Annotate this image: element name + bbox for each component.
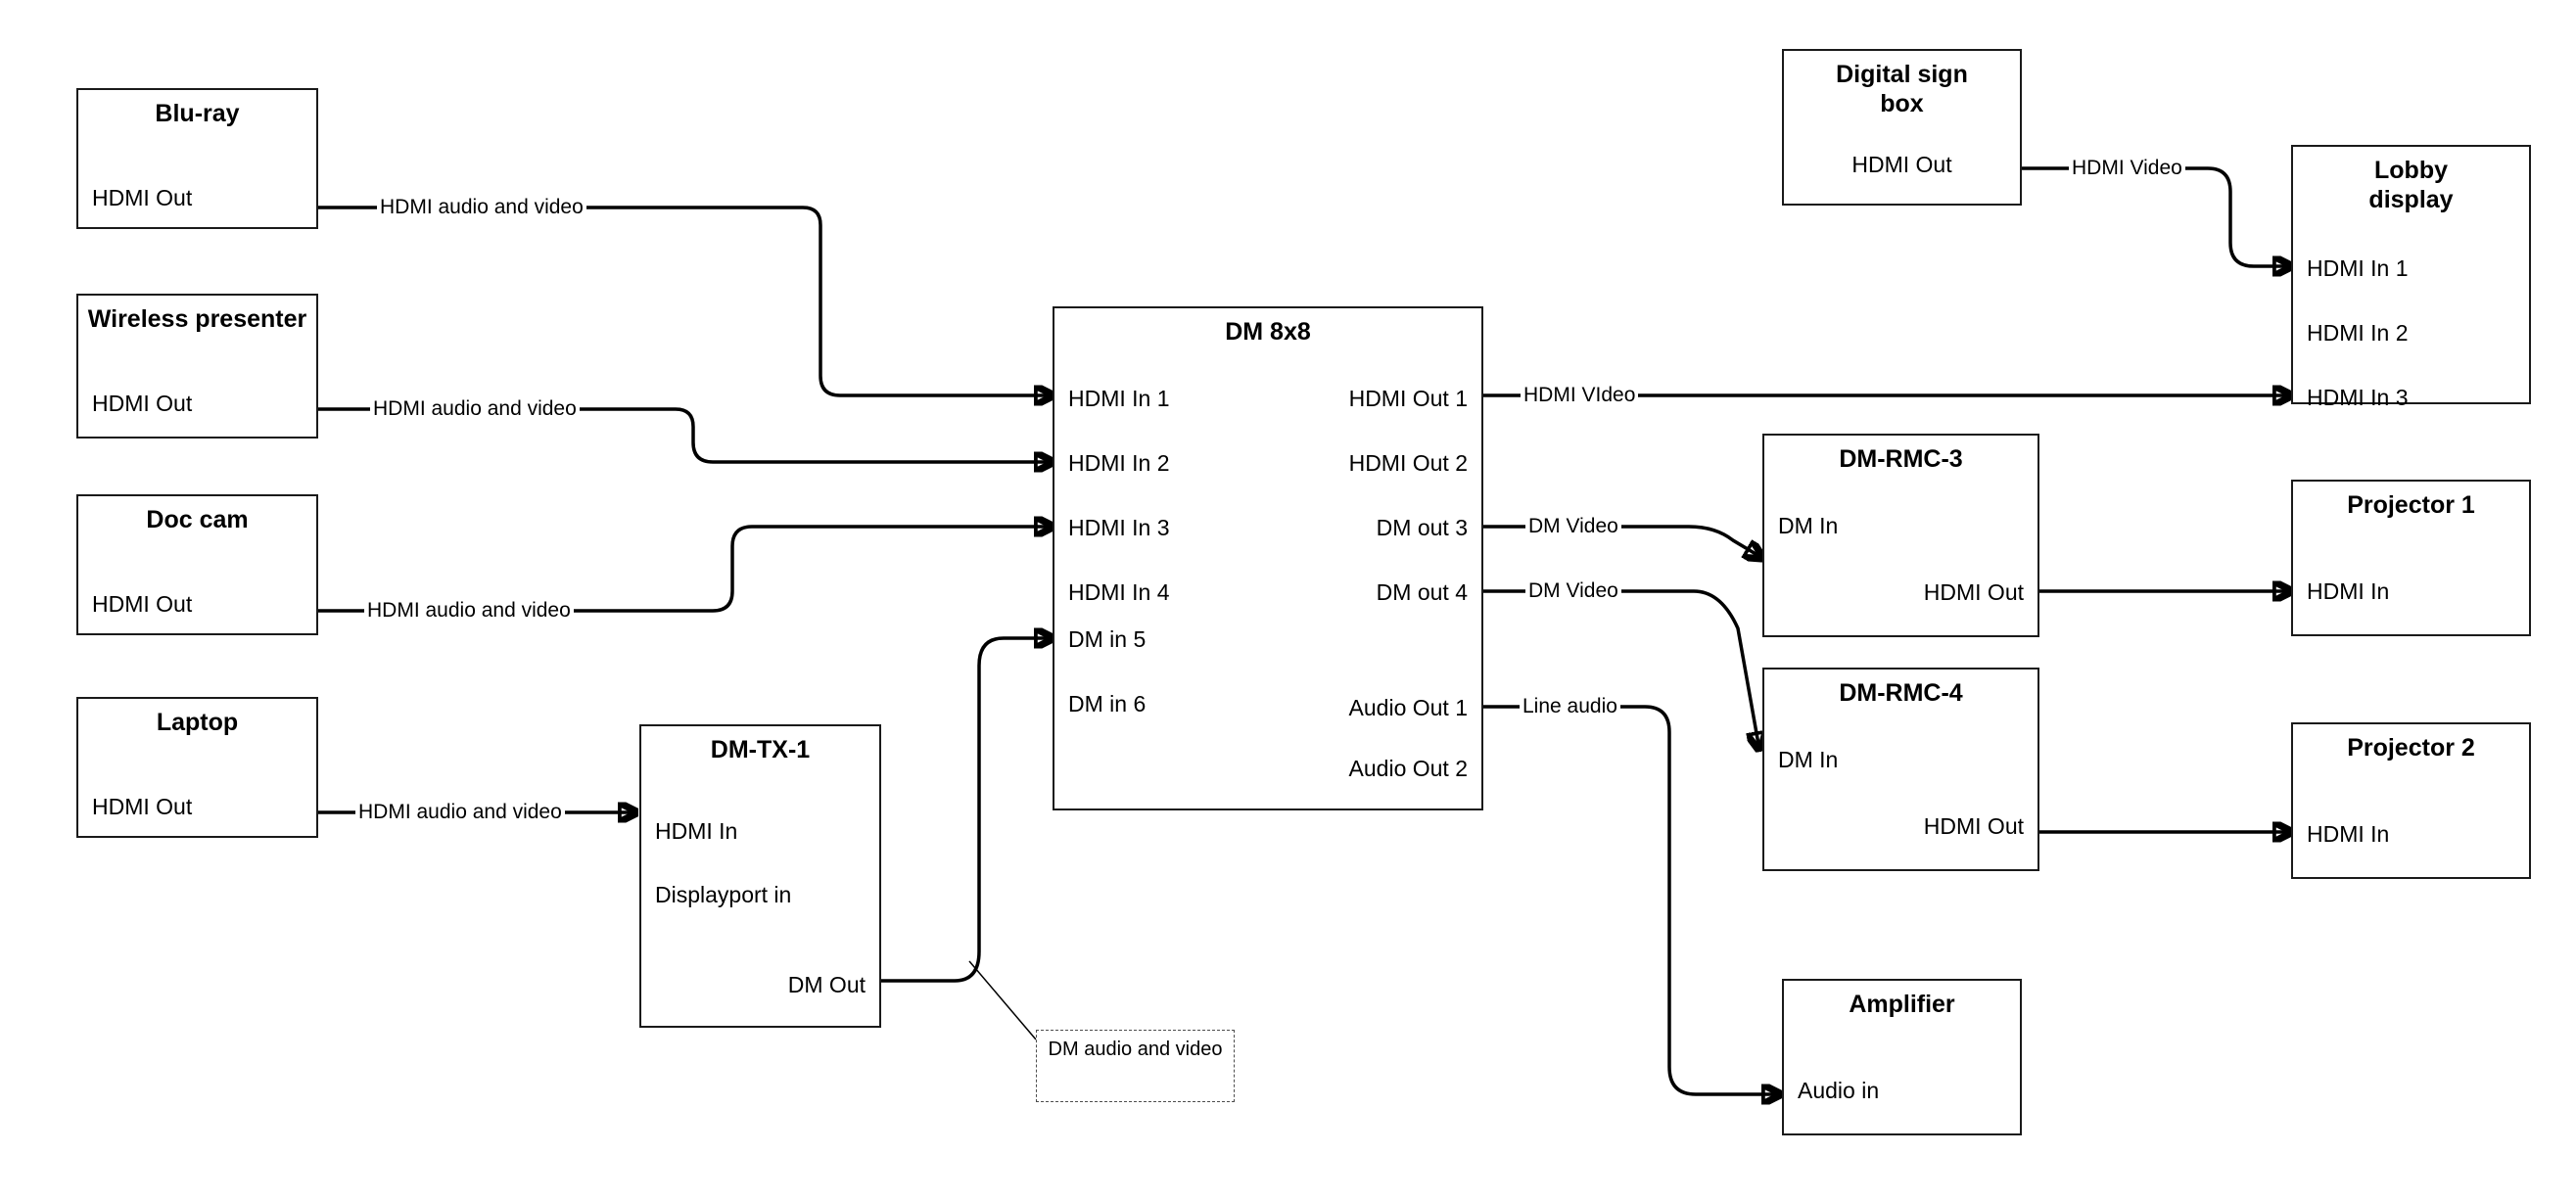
- port-hdmi-in: HDMI In: [2307, 821, 2390, 847]
- port-hdmi-out: HDMI Out: [92, 391, 193, 416]
- port-dm-in-6: DM in 6: [1068, 691, 1147, 716]
- node-title: DM-RMC-4: [1839, 679, 1963, 707]
- edge-label-laptop: HDMI audio and video: [355, 801, 565, 824]
- node-title: DM-RMC-3: [1839, 445, 1963, 473]
- port-hdmi-in-1: HDMI In 1: [2307, 255, 2409, 281]
- node-projector-2[interactable]: [2291, 722, 2531, 879]
- port-audio-out-2: Audio Out 2: [1348, 756, 1468, 781]
- node-title: Lobby display: [2368, 157, 2454, 213]
- port-hdmi-out: HDMI Out: [1923, 813, 2024, 839]
- node-dm-tx-1[interactable]: [639, 724, 881, 1028]
- port-audio-out-1: Audio Out 1: [1348, 695, 1468, 720]
- port-dm-in: DM In: [1778, 747, 1839, 772]
- node-amplifier[interactable]: [1782, 979, 2022, 1135]
- node-doc-cam[interactable]: [76, 494, 318, 635]
- node-title: Digital sign box: [1836, 61, 1968, 117]
- node-dm-rmc-3[interactable]: [1762, 434, 2039, 637]
- node-bluray[interactable]: [76, 88, 318, 229]
- node-title: DM-TX-1: [710, 736, 811, 763]
- port-hdmi-out: HDMI Out: [92, 794, 193, 819]
- edge-label-line-audio: Line audio: [1520, 695, 1620, 718]
- edge-label-dm-video-4: DM Video: [1525, 579, 1621, 603]
- port-hdmi-in: HDMI In: [655, 818, 738, 844]
- port-dm-out-4: DM out 4: [1376, 579, 1468, 605]
- node-title: Doc cam: [146, 506, 249, 533]
- edge-label-wireless: HDMI audio and video: [370, 397, 580, 421]
- port-displayport-in: Displayport in: [655, 882, 792, 907]
- node-lobby-display[interactable]: [2291, 145, 2531, 410]
- node-title: Amplifier: [1849, 991, 1955, 1018]
- edge-label-doccam: HDMI audio and video: [364, 599, 574, 623]
- node-dm-8x8[interactable]: [1053, 306, 1483, 810]
- node-title: DM 8x8: [1225, 318, 1311, 346]
- node-projector-1[interactable]: [2291, 480, 2531, 636]
- node-title: Projector 1: [2347, 491, 2475, 519]
- port-dm-out: DM Out: [787, 972, 866, 997]
- node-dm-rmc-4[interactable]: [1762, 668, 2039, 871]
- port-hdmi-out-2: HDMI Out 2: [1348, 450, 1468, 476]
- node-title: Laptop: [156, 709, 239, 736]
- port-dm-out-3: DM out 3: [1376, 515, 1468, 540]
- port-dm-in: DM In: [1778, 513, 1839, 538]
- node-title: Wireless presenter: [87, 305, 307, 333]
- edge-label-dm-video-3: DM Video: [1525, 515, 1621, 538]
- edge-label-bluray: HDMI audio and video: [377, 196, 586, 219]
- port-hdmi-in-2: HDMI In 2: [1068, 450, 1170, 476]
- port-hdmi-in-2: HDMI In 2: [2307, 320, 2409, 346]
- port-hdmi-in-1: HDMI In 1: [1068, 386, 1170, 411]
- port-hdmi-in-3: HDMI In 3: [1068, 515, 1170, 540]
- node-title: Projector 2: [2347, 734, 2475, 762]
- port-hdmi-in-4: HDMI In 4: [1068, 579, 1170, 605]
- port-dm-in-5: DM in 5: [1068, 626, 1147, 652]
- node-title: Blu-ray: [155, 100, 240, 127]
- port-hdmi-out-1: HDMI Out 1: [1348, 386, 1468, 411]
- note-dm-audio-and-video: DM audio and video: [1036, 1030, 1235, 1102]
- node-digital-sign-box[interactable]: [1782, 49, 2022, 206]
- port-audio-in: Audio in: [1798, 1078, 1880, 1103]
- node-laptop[interactable]: [76, 697, 318, 838]
- port-hdmi-out: HDMI Out: [1851, 152, 1952, 177]
- port-hdmi-out: HDMI Out: [92, 591, 193, 617]
- port-hdmi-in: HDMI In: [2307, 578, 2390, 604]
- port-hdmi-out: HDMI Out: [92, 185, 193, 210]
- port-hdmi-out: HDMI Out: [1923, 579, 2024, 605]
- port-hdmi-in-3: HDMI In 3: [2307, 385, 2409, 410]
- node-wireless-presenter[interactable]: [76, 294, 318, 439]
- edge-label-sign-to-lobby: HDMI Video: [2069, 157, 2185, 180]
- edge-label-hdmi-video-out1: HDMI VIdeo: [1521, 384, 1638, 407]
